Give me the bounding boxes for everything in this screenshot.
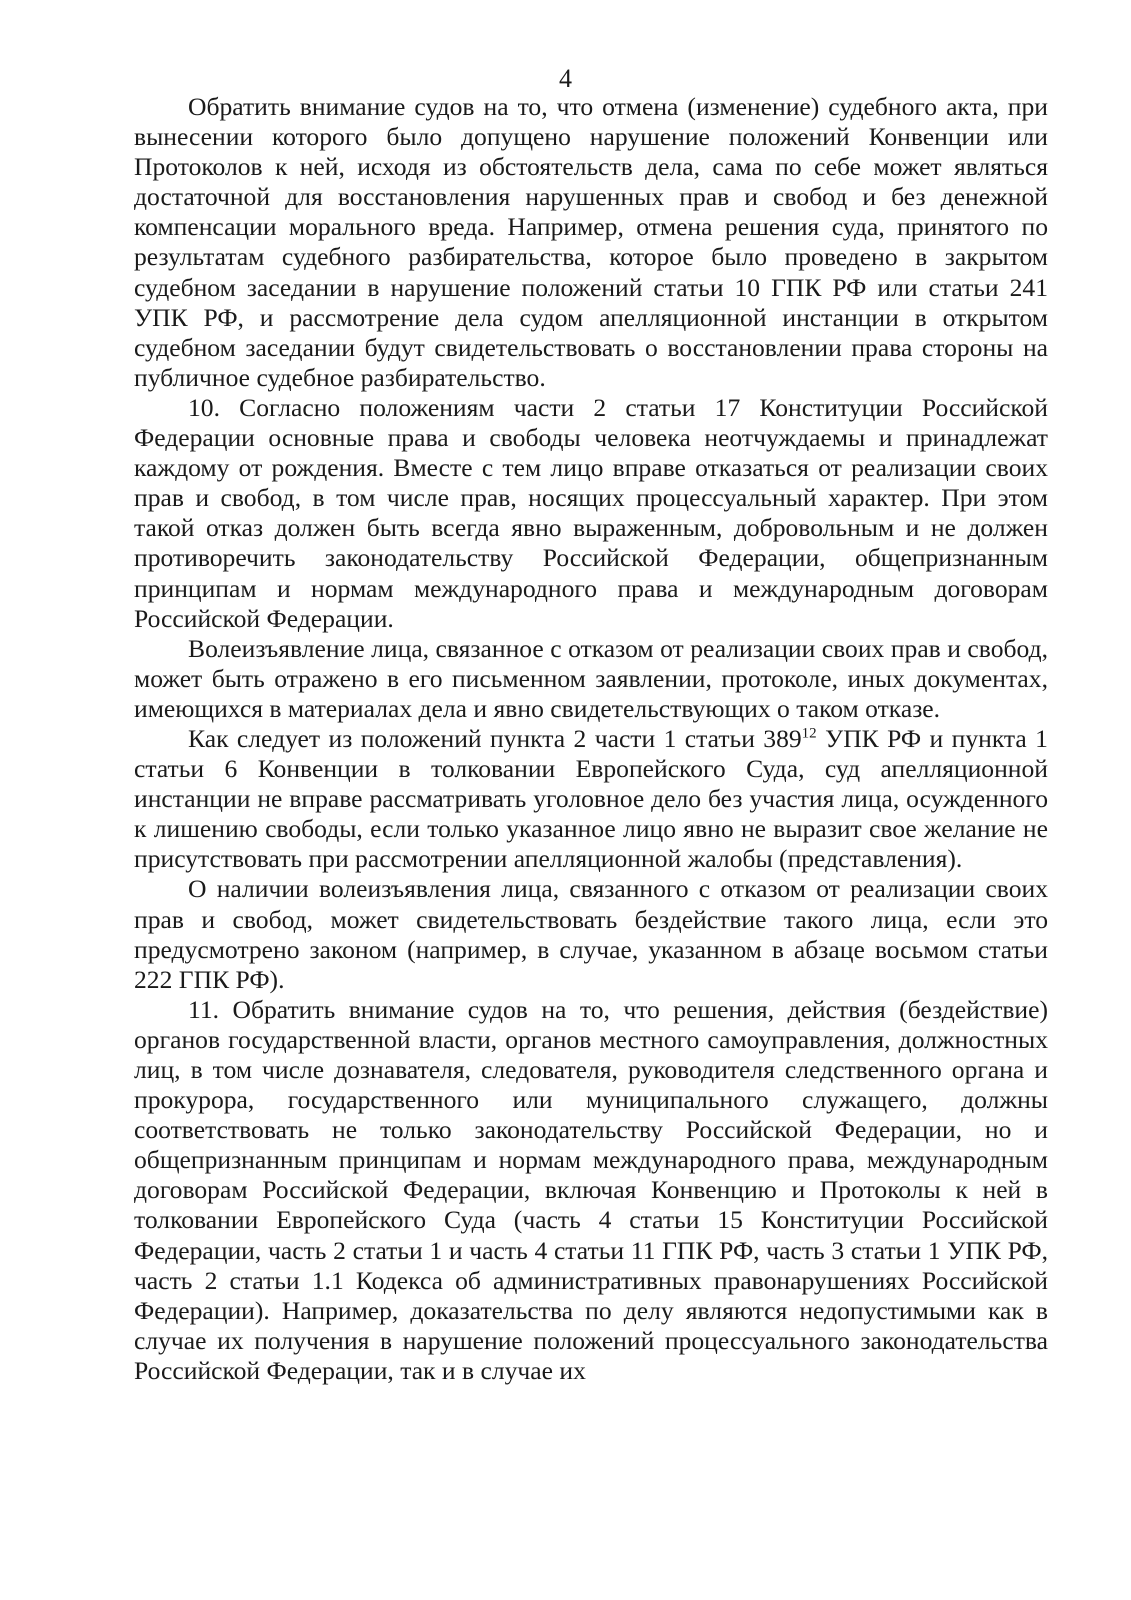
document-body — [134, 92, 1048, 1386]
paragraph-1 — [134, 92, 1048, 393]
paragraph-item-10 — [134, 393, 1048, 634]
item-number: 10. — [188, 392, 220, 422]
paragraph-text: О наличии волеизъявления лица, связанного с отказом от реализации своих прав и свобод, может свидетельствовать бездействие такого лица, если это предусмотрено законом (например, в случае, указанном в абзаце восьмом статьи 222 ГПК РФ). — [134, 874, 1048, 994]
paragraph-text: Волеизъявление лица, связанное с отказом от реализации своих прав и свобод, может быть отражено в его письменном заявлении, протоколе, иных документах, имеющихся в материалах дела и явно свидетельствующих о таком отказе. — [134, 633, 1048, 723]
page-number: 4 — [559, 64, 572, 93]
paragraph-text-before: Как следует из положений пункта 2 части 1 статьи 389 — [188, 723, 802, 753]
article-superscript: 12 — [801, 725, 817, 742]
paragraph-text: Согласно положениям части 2 статьи 17 Конституции Российской Федерации основные права и свободы человека неотчуждаемы и принадлежат каждому от рождения. Вместе с тем лицо вправе отказаться от реализации своих прав и свобод, в том числе прав, носящих процессуальный характер. При этом такой отказ должен быть всегда явно выраженным, добровольным и не должен противоречить законодательству Российской Федерации, общепризнанным принципам и нормам международного права и международным договорам Российской Федерации. — [134, 392, 1048, 633]
paragraph-3 — [134, 634, 1048, 724]
item-number: 11. — [188, 994, 220, 1024]
paragraph-text: Обратить внимание судов на то, что отмена (изменение) судебного акта, при вынесении которого было допущено нарушение положений Конвенции или Протоколов к ней, исходя из обстоятельств дела, сама по себе может являться достаточной для восстановления нарушенных прав и свобод и без денежной компенсации морального вреда. Например, отмена решения суда, принятого по результатам судебного разбирательства, которое было проведено в закрытом судебном заседании в нарушение положений статьи 10 ГПК РФ или статьи 241 УПК РФ, и рассмотрение дела судом апелляционной инстанции в открытом судебном заседании будут свидетельствовать о восстановлении права стороны на публичное судебное разбирательство. — [134, 92, 1048, 392]
paragraph-4 — [134, 724, 1048, 874]
paragraph-text-after: УПК РФ и пункта 1 статьи 6 Конвенции в толковании Европейского Суда, суд апелляционной инстанции не вправе рассматривать уголовное дело без участия лица, осужденного к лишению свободы, если только указанное лицо явно не выразит свое желание не присутствовать при рассмотрении апелляционной жалобы (представления). — [134, 723, 1048, 874]
paragraph-item-11 — [134, 995, 1048, 1386]
paragraph-5 — [134, 874, 1048, 994]
paragraph-text: Обратить внимание судов на то, что решения, действия (бездействие) органов государственной власти, органов местного самоуправления, должностных лиц, в том числе дознавателя, следователя, руководителя следственного органа и прокурора, государственного или муниципального служащего, должны соответствовать не только законодательству Российской Федерации, но и общепризнанным принципам и нормам международного права, международным договорам Российской Федерации, включая Конвенцию и Протоколы к ней в толковании Европейского Суда (часть 4 статьи 15 Конституции Российской Федерации, часть 2 статьи 1 и часть 4 статьи 11 ГПК РФ, часть 3 статьи 1 УПК РФ, часть 2 статьи 1.1 Кодекса об административных правонарушениях Российской Федерации). Например, доказательства по делу являются недопустимыми как в случае их получения в нарушение положений процессуального законодательства Российской Федерации, так и в случае их — [134, 994, 1048, 1385]
